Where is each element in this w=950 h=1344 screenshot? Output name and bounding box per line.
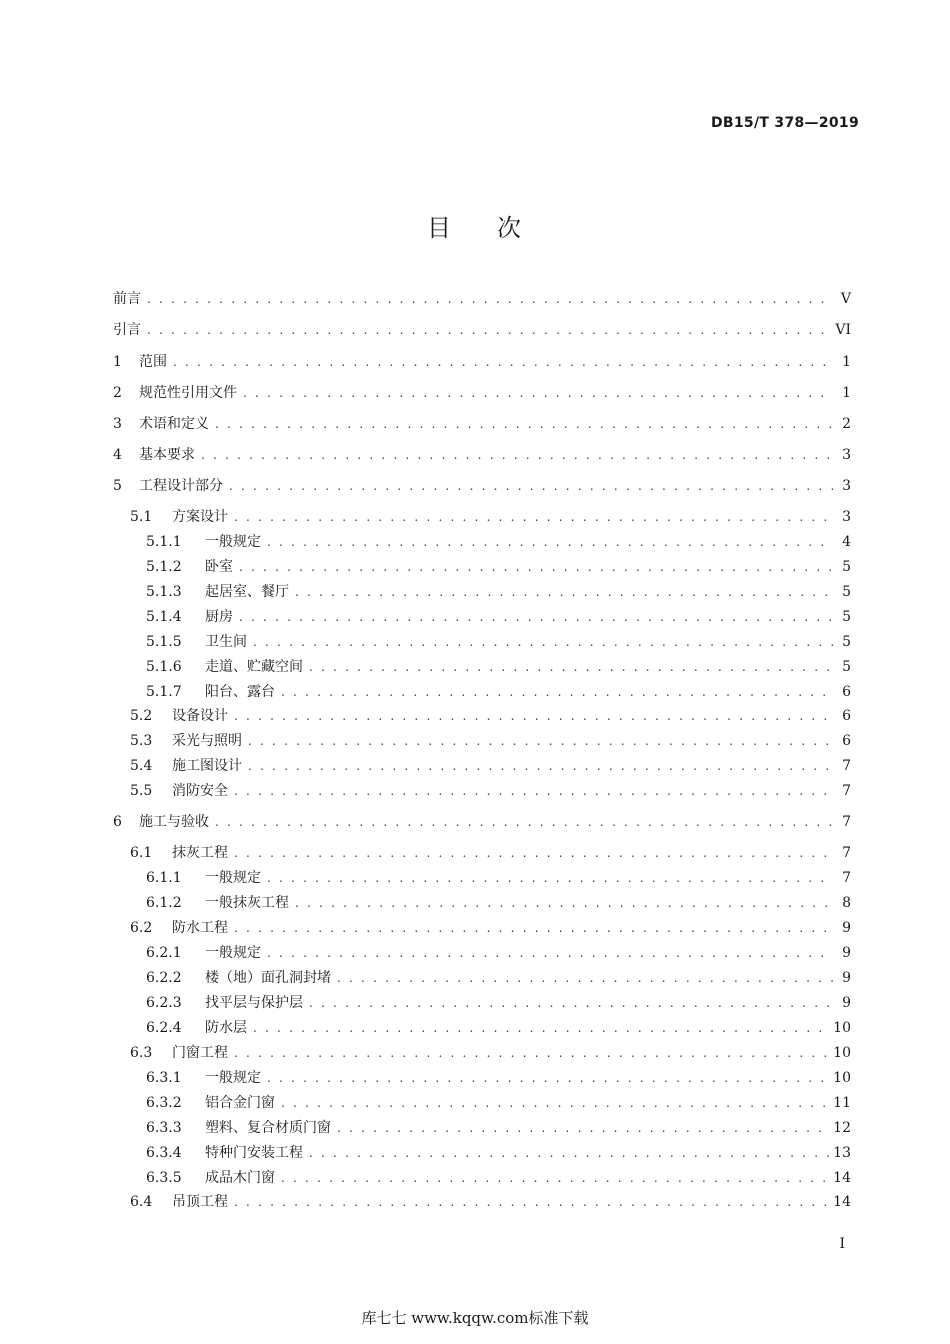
toc-dot-leader (234, 842, 833, 864)
toc-entry[interactable] (113, 351, 851, 373)
toc-dot-leader (337, 967, 833, 989)
toc-entry-page: 2 (842, 416, 851, 432)
toc-entry[interactable] (113, 755, 851, 777)
toc-entry-page: VI (835, 322, 851, 338)
toc-entry[interactable] (113, 992, 851, 1014)
title-part-2: 次 (497, 214, 523, 242)
toc-entry-label: 施工与验收 (139, 814, 209, 830)
toc-dot-leader (248, 730, 833, 752)
toc-entry-page: 5 (842, 659, 851, 675)
toc-entry[interactable] (113, 867, 851, 889)
toc-entry-label: 一般规定 (205, 945, 261, 961)
toc-entry[interactable] (113, 606, 851, 628)
toc-entry-number: 5.1.6 (146, 659, 182, 675)
doc-code: DB15/T 378—2019 (711, 115, 859, 131)
toc-entry-label: 卧室 (205, 559, 233, 575)
toc-entry-label: 塑料、复合材质门窗 (205, 1120, 331, 1136)
toc-entry[interactable] (113, 780, 851, 802)
toc-dot-leader (239, 556, 833, 578)
toc-entry-number: 5.1.1 (146, 534, 182, 550)
toc-entry-label: 吊顶工程 (172, 1194, 228, 1210)
toc-dot-leader (309, 992, 833, 1014)
toc-entry[interactable] (113, 942, 851, 964)
toc-entry-number: 6.2.3 (146, 995, 182, 1011)
toc-entry-number: 5.1.4 (146, 609, 182, 625)
toc-entry-page: 6 (842, 708, 851, 724)
toc-entry-label: 引言 (113, 322, 141, 338)
toc-entry-label: 厨房 (205, 609, 233, 625)
toc-entry-number: 6.3.4 (146, 1145, 182, 1161)
toc-dot-leader (281, 1167, 829, 1189)
toc-entry[interactable] (113, 917, 851, 939)
toc-entry-page: 9 (842, 945, 851, 961)
toc-dot-leader (234, 705, 833, 727)
toc-entry-page: 1 (842, 354, 851, 370)
footer-watermark: 库七七 www.kqqw.com标准下载 (361, 1309, 589, 1327)
toc-entry-number: 6.2.2 (146, 970, 182, 986)
toc-entry-page: 8 (842, 895, 851, 911)
toc-dot-leader (253, 1017, 829, 1039)
toc-entry-page: 5 (842, 584, 851, 600)
toc-entry-label: 方案设计 (172, 509, 228, 525)
toc-entry-number: 6.3.1 (146, 1070, 182, 1086)
toc-entry-label: 楼（地）面孔洞封堵 (205, 970, 331, 986)
toc-entry-number: 5.5 (130, 783, 153, 799)
toc-entry-label: 规范性引用文件 (139, 385, 237, 401)
toc-entry-label: 抹灰工程 (172, 845, 228, 861)
toc-entry-number: 5.4 (130, 758, 153, 774)
toc-entry-number: 5.2 (130, 708, 153, 724)
toc-entry[interactable] (113, 1117, 851, 1139)
toc-entry-page: 9 (842, 920, 851, 936)
toc-dot-leader (243, 382, 833, 404)
toc-entry-number: 5.1.3 (146, 584, 182, 600)
toc-entry-number: 6.3.5 (146, 1170, 182, 1186)
toc-dot-leader (309, 656, 833, 678)
toc-entry-label: 一般规定 (205, 1070, 261, 1086)
toc-dot-leader (239, 606, 833, 628)
toc-entry-label: 门窗工程 (172, 1045, 228, 1061)
toc-dot-leader (267, 867, 833, 889)
toc-entry[interactable] (113, 531, 851, 553)
toc-entry-label: 术语和定义 (139, 416, 209, 432)
toc-entry-number: 5.1.5 (146, 634, 182, 650)
toc-entry-page: 11 (833, 1095, 851, 1111)
toc-entry-page: 4 (842, 534, 851, 550)
toc-entry-label: 施工图设计 (172, 758, 242, 774)
toc-entry[interactable] (113, 413, 851, 435)
toc-entry[interactable] (113, 506, 851, 528)
toc-dot-leader (173, 351, 833, 373)
toc-entry[interactable] (113, 444, 851, 466)
toc-entry[interactable] (113, 1067, 851, 1089)
toc-entry-label: 卫生间 (205, 634, 247, 650)
toc-entry-page: 6 (842, 684, 851, 700)
toc-entry-label: 铝合金门窗 (205, 1095, 275, 1111)
toc-entry-page: 10 (833, 1070, 851, 1086)
toc-entry-page: 7 (842, 870, 851, 886)
toc-entry-number: 5.1 (130, 509, 153, 525)
toc-dot-leader (215, 811, 833, 833)
toc-entry-page: 5 (842, 609, 851, 625)
toc-dot-leader (234, 1042, 829, 1064)
toc-dot-leader (229, 475, 833, 497)
toc-entry-label: 特种门安装工程 (205, 1145, 303, 1161)
toc-entry[interactable] (113, 1017, 851, 1039)
toc-entry-label: 范围 (139, 354, 167, 370)
toc-entry-number: 6.3 (130, 1045, 153, 1061)
toc-dot-leader (267, 942, 833, 964)
toc-entry-label: 一般抹灰工程 (205, 895, 289, 911)
toc-entry-number: 6.1.2 (146, 895, 182, 911)
toc-entry[interactable] (113, 288, 851, 310)
toc-entry[interactable] (113, 1167, 851, 1189)
toc-entry[interactable] (113, 811, 851, 833)
toc-entry-page: 7 (842, 845, 851, 861)
toc-entry[interactable] (113, 1092, 851, 1114)
toc-entry-number: 6.2 (130, 920, 153, 936)
toc-entry-label: 成品木门窗 (205, 1170, 275, 1186)
toc-entry[interactable] (113, 967, 851, 989)
toc-dot-leader (281, 1092, 829, 1114)
toc-entry-label: 一般规定 (205, 534, 261, 550)
toc-entry-label: 找平层与保护层 (205, 995, 303, 1011)
toc-entry-number: 1 (113, 354, 122, 370)
toc-entry[interactable] (113, 382, 851, 404)
toc-entry-label: 设备设计 (172, 708, 228, 724)
toc-entry-page: 9 (842, 970, 851, 986)
toc-entry-page: 14 (833, 1170, 851, 1186)
toc-entry-number: 5.3 (130, 733, 153, 749)
toc-dot-leader (267, 531, 833, 553)
toc-entry[interactable] (113, 631, 851, 653)
toc-dot-leader (295, 892, 833, 914)
toc-entry-page: 12 (833, 1120, 851, 1136)
toc-entry-label: 起居室、餐厅 (205, 584, 289, 600)
toc-entry-page: 9 (842, 995, 851, 1011)
toc-entry-number: 6.2.1 (146, 945, 182, 961)
toc-dot-leader (234, 1191, 829, 1213)
toc-entry[interactable] (113, 730, 851, 752)
toc-dot-leader (267, 1067, 829, 1089)
toc-entry-number: 3 (113, 416, 122, 432)
toc-entry-page: V (840, 291, 851, 307)
toc-entry-page: 1 (842, 385, 851, 401)
toc-entry-number: 6.2.4 (146, 1020, 182, 1036)
toc-entry-page: 3 (842, 447, 851, 463)
toc-entry[interactable] (113, 556, 851, 578)
toc-dot-leader (309, 1142, 829, 1164)
toc-entry-number: 5 (113, 478, 122, 494)
toc-entry-label: 工程设计部分 (139, 478, 223, 494)
toc-dot-leader (248, 755, 833, 777)
toc-entry[interactable] (113, 892, 851, 914)
toc-entry-number: 6.1 (130, 845, 153, 861)
toc-entry-page: 13 (833, 1145, 851, 1161)
toc-entry-number: 5.1.7 (146, 684, 182, 700)
toc-entry-label: 前言 (113, 291, 141, 307)
toc-entry-page: 3 (842, 509, 851, 525)
page-title (0, 208, 950, 243)
toc-entry[interactable] (113, 581, 851, 603)
toc-dot-leader (253, 631, 833, 653)
toc-entry-label: 防水层 (205, 1020, 247, 1036)
toc-entry-number: 2 (113, 385, 122, 401)
toc-entry-number: 6.3.2 (146, 1095, 182, 1111)
toc-entry-page: 3 (842, 478, 851, 494)
toc-entry[interactable] (113, 656, 851, 678)
toc-dot-leader (281, 681, 833, 703)
toc-dot-leader (295, 581, 833, 603)
toc-entry-number: 6 (113, 814, 122, 830)
toc-entry[interactable] (113, 705, 851, 727)
toc-entry-page: 10 (833, 1045, 851, 1061)
toc-entry-page: 7 (842, 758, 851, 774)
toc-dot-leader (147, 319, 831, 341)
toc-entry-page: 7 (842, 814, 851, 830)
toc-entry-number: 4 (113, 447, 122, 463)
toc-entry-page: 6 (842, 733, 851, 749)
toc-entry[interactable] (113, 842, 851, 864)
toc-dot-leader (234, 780, 833, 802)
toc-entry[interactable] (113, 475, 851, 497)
toc-entry-page: 5 (842, 634, 851, 650)
toc-entry-label: 走道、贮藏空间 (205, 659, 303, 675)
toc-entry-label: 防水工程 (172, 920, 228, 936)
toc-entry-number: 6.4 (130, 1194, 153, 1210)
toc-entry-number: 6.1.1 (146, 870, 182, 886)
toc-dot-leader (201, 444, 833, 466)
toc-entry[interactable] (113, 1042, 851, 1064)
toc-dot-leader (337, 1117, 829, 1139)
toc-entry-page: 5 (842, 559, 851, 575)
toc-entry-label: 一般规定 (205, 870, 261, 886)
toc-dot-leader (234, 917, 833, 939)
toc-dot-leader (147, 288, 833, 310)
toc-entry-number: 5.1.2 (146, 559, 182, 575)
page-number: I (839, 1236, 845, 1252)
toc-dot-leader (215, 413, 833, 435)
toc-entry-page: 10 (833, 1020, 851, 1036)
title-part-1: 目 (427, 214, 453, 242)
toc-entry-page: 14 (833, 1194, 851, 1210)
toc-entry[interactable] (113, 681, 851, 703)
toc-entry-label: 阳台、露台 (205, 684, 275, 700)
toc-entry-page: 7 (842, 783, 851, 799)
toc-entry-label: 基本要求 (139, 447, 195, 463)
toc-entry-number: 6.3.3 (146, 1120, 182, 1136)
toc-entry[interactable] (113, 1142, 851, 1164)
toc-dot-leader (234, 506, 833, 528)
toc-entry-label: 采光与照明 (172, 733, 242, 749)
toc-entry[interactable] (113, 319, 851, 341)
toc-entry-label: 消防安全 (172, 783, 228, 799)
toc-entry[interactable] (113, 1191, 851, 1213)
